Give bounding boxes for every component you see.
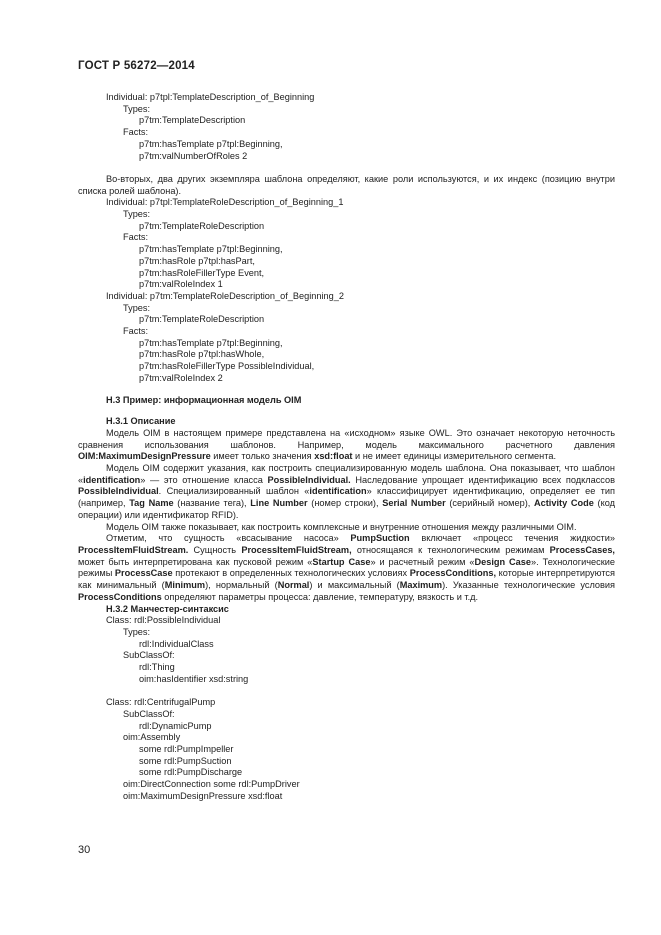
assembly-item: some rdl:PumpImpeller	[139, 743, 234, 754]
facts-label: Facts:	[123, 232, 149, 243]
fact-line: p7tm:hasRoleFillerType Event,	[139, 267, 265, 278]
types-label: Types:	[123, 626, 151, 637]
fact-line: p7tm:valRoleIndex 2	[139, 372, 223, 383]
paragraph-oim-template: Модель OIM содержит указания, как построить специализированную модель шаблона. Она показывает, что шаблон «identification» — это отношение класса PossibleIndividual. Наследование упрощает идентификацию всех подклассов PossibleIndividual. Специализированный шаблон «identification» классифицирует идентификацию, определяет ее тип (например, Tag Name (название тега), Line Number (номер строки), Serial Number (серийный номер), Activity Code (код операции) или идентификатор RFID).	[78, 463, 615, 520]
fact-line: p7tm:hasTemplate p7tpl:Beginning,	[139, 337, 283, 348]
section-heading-h31: H.3.1 Описание	[106, 416, 176, 427]
subclass-label: SubClassOf:	[123, 708, 175, 719]
fact-line: p7tm:valNumberOfRoles 2	[139, 150, 248, 161]
paragraph-oim-intro: Модель OIM в настоящем примере представлена на «исходном» языке OWL. Это означает некоторую неточность сравнения использования шаблонов. Например, модель максимального расчетного давления OIM:MaximumDesignPressure имеет только значения xsd:float и не имеет единицы измерительного сегмента.	[78, 427, 615, 462]
type-value: rdl:IndividualClass	[139, 638, 214, 649]
facts-label: Facts:	[123, 326, 149, 337]
types-label: Types:	[123, 103, 151, 114]
subclass-label: SubClassOf:	[123, 650, 175, 661]
assembly-item: some rdl:PumpSuction	[139, 755, 232, 766]
type-value: p7tm:TemplateDescription	[139, 115, 246, 126]
individual-line: Individual: p7tpl:TemplateDescription_of_Beginning	[106, 92, 315, 102]
paragraph-secondly: Во-вторых, два других экземпляра шаблона определяют, какие роли используются, и их индекс (позицию внутри списка ролей шаблона).	[78, 173, 615, 196]
subclass-value: rdl:Thing	[139, 662, 175, 673]
class-line: Class: rdl:CentrifugalPump	[106, 697, 216, 708]
fact-line: p7tm:hasRoleFillerType PossibleIndividual,	[139, 361, 315, 372]
fact-line: p7tm:hasRole p7tpl:hasWhole,	[139, 349, 265, 360]
section-heading-h32: H.3.2 Манчестер-синтаксис	[106, 603, 229, 614]
standard-header: ГОСТ Р 56272—2014	[78, 60, 195, 72]
paragraph-pump-suction: Отметим, что сущность «всасывание насоса» PumpSuction включает «процесс течения жидкости» ProcessItemFluidStream. Сущность ProcessItemFluidStream, относящаяся к технологическим режимам ProcessCases, может быть интерпретирована как пусковой режим «Startup Case» и расчетный режим «Design Case». Технологические режимы ProcessCase протекают в определенных технологических условиях ProcessConditions, которые интерпретируются как минимальный (Minimum), нормальный (Normal) и максимальный (Maximum). Указанные технологические условия ProcessConditions определяют параметры процесса: давление, температуру, вязкость и т.д.	[78, 533, 616, 602]
fact-line: p7tm:hasTemplate p7tpl:Beginning,	[139, 244, 283, 255]
subclass-value: rdl:DynamicPump	[139, 720, 212, 731]
class-line: Class: rdl:PossibleIndividual	[106, 615, 221, 626]
facts-label: Facts:	[123, 127, 149, 138]
fact-line: p7tm:hasTemplate p7tpl:Beginning,	[139, 138, 283, 149]
page-number: 30	[78, 844, 91, 856]
type-value: p7tm:TemplateRoleDescription	[139, 314, 265, 325]
assembly-item: some rdl:PumpDischarge	[139, 767, 243, 778]
subclass-value: oim:hasIdentifier xsd:string	[139, 673, 249, 684]
fact-line: p7tm:valRoleIndex 1	[139, 279, 223, 290]
types-label: Types:	[123, 302, 151, 313]
paragraph-oim-relations: Модель OIM также показывает, как построить комплексные и внутренние отношения между различными OIM.	[106, 521, 577, 532]
page-content	[78, 92, 615, 802]
type-value: p7tm:TemplateRoleDescription	[139, 220, 265, 231]
property-line: oim:MaximumDesignPressure xsd:float	[123, 790, 283, 801]
individual-line: Individual: p7tpl:TemplateRoleDescription_of_Beginning_1	[106, 197, 344, 208]
fact-line: p7tm:hasRole p7tpl:hasPart,	[139, 255, 255, 266]
section-heading-h3: H.3 Пример: информационная модель OIM	[106, 394, 302, 405]
property-line: oim:DirectConnection some rdl:PumpDriver	[123, 779, 300, 790]
types-label: Types:	[123, 209, 151, 220]
individual-line: Individual: p7tm:TemplateRoleDescription_of_Beginning_2	[106, 290, 344, 301]
assembly-label: oim:Assembly	[123, 732, 181, 743]
